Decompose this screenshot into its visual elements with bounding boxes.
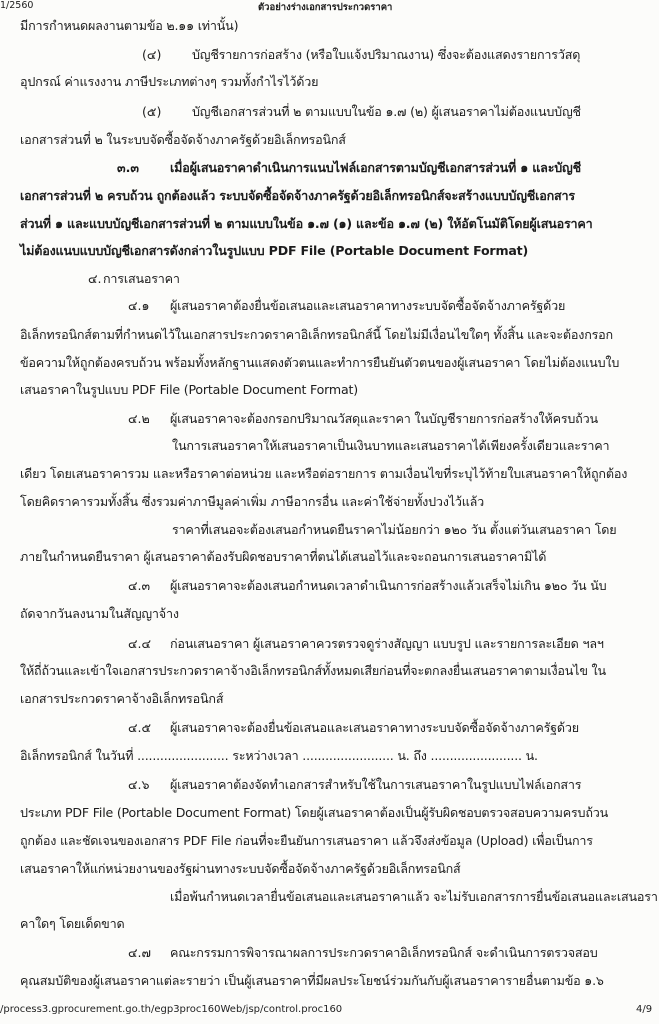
text-line: มีการกำหนดผลงานตามข้อ ๒.๑๑ เท่านั้น) [20,18,239,33]
footer-url: /process3.gprocurement.go.th/egp3proc160Web/jsp/control.proc160 [0,1004,343,1015]
header-title: ตัวอย่างร่างเอกสารประกวดราคา [258,2,393,13]
text-line: อุปกรณ์ ค่าแรงงาน ภาษีประเภทต่างๆ รวมทั้งกำไรไว้ด้วย [20,74,319,89]
text-line: ผู้เสนอราคาจะต้องกรอกปริมาณวัสดุและราคา ในบัญชีรายการก่อสร้างให้ครบถ้วน [170,411,598,426]
clause-number: ๔.๕ [128,720,152,735]
clause-number: ๔.๑ [128,298,150,313]
text-line: คุณสมบัติของผู้เสนอราคาแต่ละรายว่า เป็นผู้เสนอราคาที่มีผลประโยชน์ร่วมกันกับผู้เสนอราคารายอื่นตามข้อ ๑.๖ [20,973,604,988]
text-line: ราคาที่เสนอจะต้องเสนอกำหนดยืนราคาไม่น้อยกว่า ๑๒๐ วัน ตั้งแต่วันเสนอราคา โดย [172,522,617,537]
clause-number: ๔.๖ [128,777,150,792]
text-line: เมื่อพ้นกำหนดเวลายื่นข้อเสนอและเสนอราคาแล้ว จะไม่รับเอกสารการยื่นข้อเสนอและเสนอรา [170,889,658,904]
clause-number: ๓.๓ [117,160,140,175]
text-line: อิเล็กทรอนิกส์ ในวันที่ ........................ ระหว่างเวลา ........................ น. ถึง ........................ น. [20,748,538,763]
text-line: ผู้เสนอราคาจะต้องยื่นข้อเสนอและเสนอราคาทางระบบจัดซื้อจัดจ้างภาครัฐด้วย [170,720,579,735]
text-line: ถัดจากวันลงนามในสัญญาจ้าง [20,606,179,621]
footer-page-number: 4/9 [636,1004,653,1015]
text-line: เอกสารส่วนที่ ๒ ครบถ้วน ถูกต้องแล้ว ระบบจัดซื้อจัดจ้างภาครัฐด้วยอิเล็กทรอนิกส์จะสร้างแบบบัญชีเอกสาร [20,188,575,203]
text-line: ผู้เสนอราคาต้องยื่นข้อเสนอและเสนอราคาทางระบบจัดซื้อจัดจ้างภาครัฐด้วย [170,298,566,313]
text-line: คาใดๆ โดยเด็ดขาด [20,916,125,931]
text-line: ก่อนเสนอราคา ผู้เสนอราคาควรตรวจดูร่างสัญญา แบบรูป และรายการละเอียด ฯลฯ [170,636,604,651]
text-line: เอกสารส่วนที่ ๒ ในระบบจัดซื้อจัดจ้างภาครัฐด้วยอิเล็กทรอนิกส์ [20,132,346,147]
text-line: เสนอราคาให้แก่หน่วยงานของรัฐผ่านทางระบบจัดซื้อจัดจ้างภาครัฐด้วยอิเล็กทรอนิกส์ [20,861,461,876]
text-line: ข้อความให้ถูกต้องครบถ้วน พร้อมทั้งหลักฐานแสดงตัวตนและทำการยืนยันตัวตนของผู้เสนอราคา โดยไม่ต้องแนบใบ [20,355,620,370]
clause-number: ๔.๓ [128,578,151,593]
clause-number: ๔.๒ [128,411,150,426]
clause-number: ๔.๗ [128,945,152,960]
text-line: ในการเสนอราคาให้เสนอราคาเป็นเงินบาทและเสนอราคาได้เพียงครั้งเดียวและราคา [172,438,610,453]
text-line: ไม่ต้องแนบแบบบัญชีเอกสารดังกล่าวในรูปแบบ PDF File (Portable Document Format) [20,243,529,258]
text-line: อิเล็กทรอนิกส์ตามที่กำหนดไว้ในเอกสารประกวดราคาอิเล็กทรอนิกส์นี้ โดยไม่มีเงื่อนไขใดๆ ทั้งสิ้น และจะต้องกรอก [20,327,613,342]
text-line: เดียว โดยเสนอราคารวม และหรือราคาต่อหน่วย และหรือต่อรายการ ตามเงื่อนไขที่ระบุไว้ท้ายใบเสนอราคาให้ถูกต้อง [20,466,628,481]
text-line: บัญชีเอกสารส่วนที่ ๒ ตามแบบในข้อ ๑.๗ (๒) ผู้เสนอราคาไม่ต้องแนบบัญชี [192,104,581,119]
text-line: เอกสารประกวดราคาจ้างอิเล็กทรอนิกส์ [20,691,224,706]
clause-number: (๕) [142,104,162,119]
header-date: 1/2560 [0,0,34,11]
text-line: เมื่อผู้เสนอราคาดำเนินการแนบไฟล์เอกสารตามบัญชีเอกสารส่วนที่ ๑ และบัญชี [170,160,581,175]
text-line: ถูกต้อง และชัดเจนของเอกสาร PDF File ก่อนที่จะยืนยันการเสนอราคา แล้วจึงส่งข้อมูล (Upload) เพื่อเป็นการ [20,833,593,848]
text-line: บัญชีรายการก่อสร้าง (หรือใบแจ้งปริมาณงาน) ซึ่งจะต้องแสดงรายการวัสดุ [192,47,581,62]
text-line: ให้ถี่ถ้วนและเข้าใจเอกสารประกวดราคาจ้างอิเล็กทรอนิกส์ทั้งหมดเสียก่อนที่จะตกลงยื่นเสนอราคาตามเงื่อนไข ใน [20,663,606,678]
text-line: ภายในกำหนดยืนราคา ผู้เสนอราคาต้องรับผิดชอบราคาที่ตนได้เสนอไว้และจะถอนการเสนอราคามิได้ [20,549,547,564]
text-line: การเสนอราคา [103,271,180,286]
clause-number: ๔. [88,271,102,286]
text-line: คณะกรรมการพิจารณาผลการประกวดราคาอิเล็กทรอนิกส์ จะดำเนินการตรวจสอบ [170,945,598,960]
text-line: เสนอราคาในรูปแบบ PDF File (Portable Document Format) [20,382,358,397]
text-line: ประเภท PDF File (Portable Document Format) โดยผู้เสนอราคาต้องเป็นผู้รับผิดชอบตรวจสอบความครบถ้วน [20,805,609,820]
text-line: ผู้เสนอราคาจะต้องเสนอกำหนดเวลาดำเนินการก่อสร้างแล้วเสร็จไม่เกิน ๑๒๐ วัน นับ [170,578,607,593]
clause-number: (๔) [142,47,162,62]
text-line: ส่วนที่ ๑ และแบบบัญชีเอกสารส่วนที่ ๒ ตามแบบในข้อ ๑.๗ (๑) และข้อ ๑.๗ (๒) ให้อัตโนมัติโดยผู้เสนอราคา [20,216,593,231]
text-line: โดยคิดราคารวมทั้งสิ้น ซึ่งรวมค่าภาษีมูลค่าเพิ่ม ภาษีอากรอื่น และค่าใช้จ่ายทั้งปวงไว้แล้ว [20,494,485,509]
clause-number: ๔.๔ [128,636,152,651]
text-line: ผู้เสนอราคาต้องจัดทำเอกสารสำหรับใช้ในการเสนอราคาในรูปแบบไฟล์เอกสาร [170,777,582,792]
